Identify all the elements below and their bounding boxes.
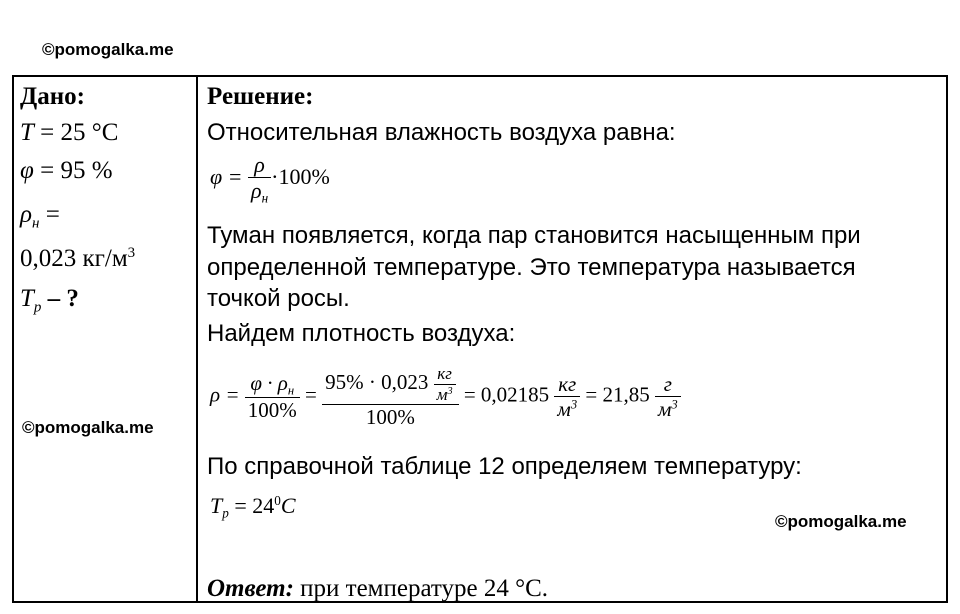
given-header: Дано: [20,83,85,110]
answer-line [207,576,548,601]
f2-unit-kg-exp: 3 [570,397,578,412]
temperature-symbol: T [20,119,34,146]
f1-lhs: φ = [210,164,243,190]
f1-rhs: ·100% [271,164,330,190]
result-unit: C [280,492,296,518]
solution-paragraph-4: По справочной таблице 12 определяем температуру: [207,453,802,480]
density-subscript: н [32,215,40,232]
answer-text: при температуре 24 °C. [300,575,549,602]
result-equals: = 24 [234,492,275,518]
find-text: – ? [47,285,79,312]
humidity-symbol: φ [20,157,34,184]
density-equals: = [45,201,60,228]
f2-equals-2: = 0,02185 [463,382,550,407]
humidity-value: = 95 % [40,157,113,184]
result-symbol: T [210,492,223,518]
formula-relative-humidity [210,152,330,206]
watermark-top: ©pomogalka.me [42,40,174,59]
solution-paragraph-2-line-2: определенной температуре. Это температура называется [207,254,856,281]
f1-den-symbol: ρ [251,178,262,204]
formula-dew-point [210,494,296,520]
f2-unit-g-exp: 3 [671,397,678,412]
result-subscript: р [222,505,229,521]
f2-b-unit-den [434,385,456,405]
f2-b-unit-exp: 3 [447,385,453,397]
density-exponent: 3 [127,245,136,261]
f1-fraction [248,152,271,206]
f2-unit-g-num: г [655,372,681,397]
f2-a-denominator: 100% [247,398,297,423]
find-subscript: р [33,299,42,316]
watermark-bottom: ©pomogalka.me [775,512,907,531]
f2-b-denominator: 100% [365,405,415,430]
result-exponent: 0 [274,493,281,508]
temperature-value: = 25 °C [40,119,119,146]
f2-a-numerator [245,371,300,399]
f2-a-num-subscript: н [287,383,295,398]
f2-equals-1: = [305,382,317,407]
f2-unit-kg-num: кг [554,372,580,397]
given-temperature [20,120,118,145]
f1-den-subscript: н [261,190,269,206]
f2-fraction-a [245,371,300,423]
given-density-value [20,246,135,271]
f2-equals-3: = 21,85 [585,382,650,407]
f1-denominator [248,178,271,206]
column-divider [196,75,198,603]
find-symbol: T [20,285,34,312]
solution-paragraph-3: Найдем плотность воздуха: [207,320,516,347]
formula-density [210,364,681,429]
answer-label: Ответ: [207,575,294,602]
solution-paragraph-2-line-1: Туман появляется, когда пар становится насыщенным при [207,222,861,249]
f2-a-num-text: φ · ρ [250,370,288,395]
find-dew-point [20,286,79,315]
given-humidity [20,158,113,183]
f2-unit-kg-den [554,397,580,421]
f2-fraction-b [322,364,458,429]
given-saturated-density [20,202,60,231]
f2-b-unit [434,364,456,404]
density-value-text: 0,023 кг/м [20,245,128,272]
f2-b-numerator [322,364,458,405]
f2-b-num-text: 95% · 0,023 [325,369,429,394]
f2-b-unit-num: кг [434,364,456,385]
solution-header: Решение: [207,83,314,110]
f2-unit-kg [554,372,580,421]
f2-lhs: ρ = [210,382,240,407]
f2-unit-g [655,372,681,421]
f2-b-unit-den-text: м [436,384,448,404]
f2-unit-g-den-text: м [657,397,672,422]
f2-unit-kg-den-text: м [557,397,571,422]
solution-paragraph-2-line-3: точкой росы. [207,285,350,312]
f2-unit-g-den [655,397,681,421]
f1-numerator: ρ [248,152,271,178]
density-symbol: ρ [20,201,32,228]
watermark-middle: ©pomogalka.me [22,418,154,437]
solution-paragraph-1: Относительная влажность воздуха равна: [207,119,676,146]
